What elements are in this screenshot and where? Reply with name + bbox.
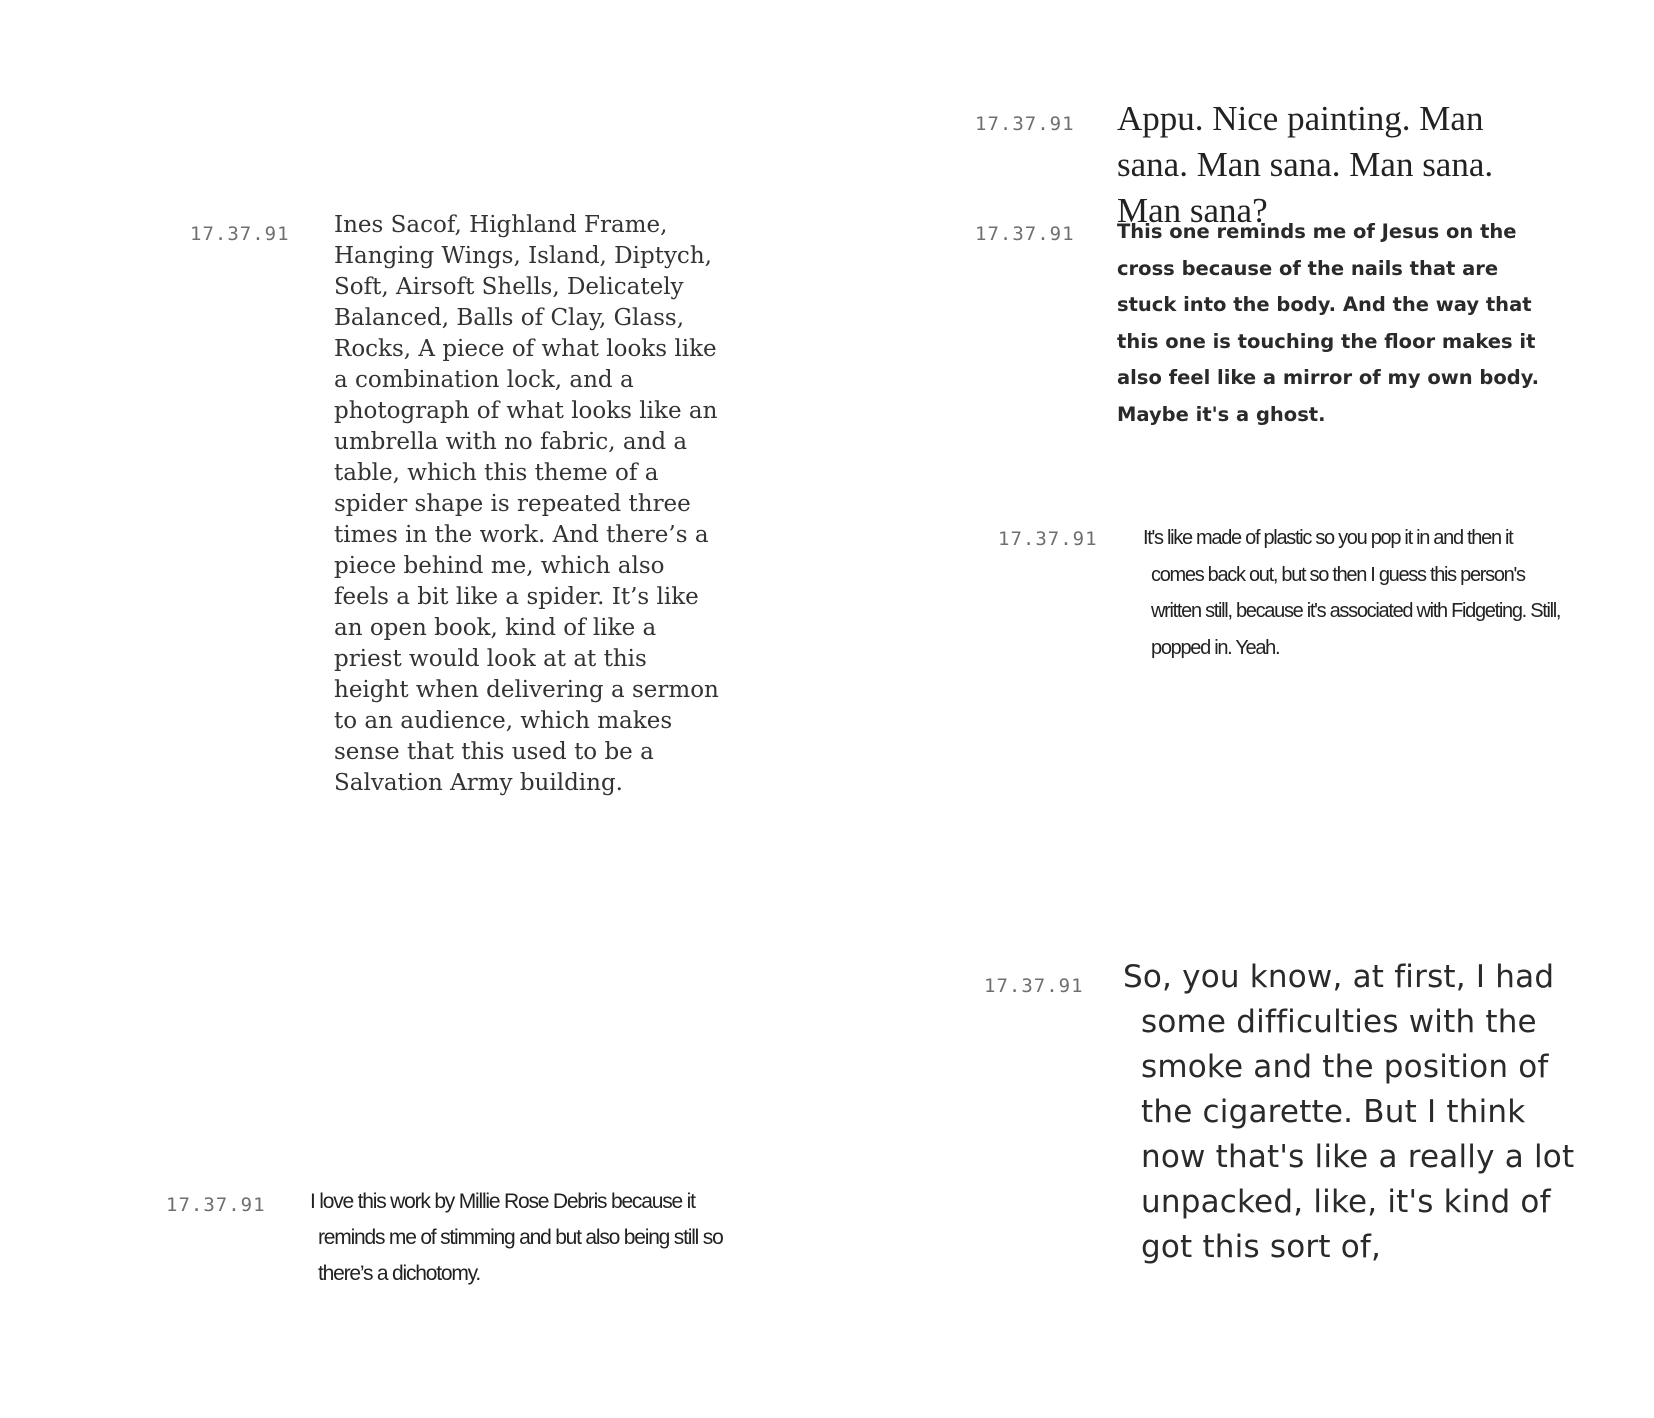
timestamp: 17.37.91 xyxy=(984,975,1084,997)
quote-text: Appu. Nice painting. Man sana. Man sana. Man sana. Man sana? xyxy=(1117,99,1494,230)
quote-text: Ines Sacof, Highland Frame, Hanging Wings, Island, Diptych, Soft, Airsoft Shells, Delicately Balanced, Balls of Clay, Glass, Rocks, A piece of what looks like a combination lock, and a photograph of what looks like an umbrella with no fabric, and a table, which this theme of a spider shape is repeated three times in the work. And there’s a piece behind me, which also feels a bit like a spider. It’s like an open book, kind of like a priest would look at at this height when delivering a sermon to an audience, which makes sense that this used to be a Salvation Army building. xyxy=(334,212,719,796)
timestamp: 17.37.91 xyxy=(975,223,1075,245)
right-page xyxy=(827,0,1654,1418)
timestamp: 17.37.91 xyxy=(975,113,1075,135)
quote-text: It's like made of plastic so you pop it in and then it comes back out, but so then I guess this person's written still, because it's associated with Fidgeting. Still, popped in. Yeah. xyxy=(1143,527,1561,659)
timestamp: 17.37.91 xyxy=(166,1194,266,1216)
timestamp: 17.37.91 xyxy=(190,223,290,245)
quote-text: I love this work by Millie Rose Debris because it reminds me of stimming and but also being still so there’s a dichotomy. xyxy=(310,1190,723,1285)
quote-text: This one reminds me of Jesus on the cross because of the nails that are stuck into the body. And the way that this one is touching the floor makes it also feel like a mirror of my own body. Maybe it's a ghost. xyxy=(1117,220,1540,426)
timestamp: 17.37.91 xyxy=(998,528,1098,550)
quote-text: So, you know, at first, I had some difficulties with the smoke and the position of the cigarette. But I think now that's like a really a lot unpacked, like, it's kind of got this sort of, xyxy=(1123,959,1575,1265)
